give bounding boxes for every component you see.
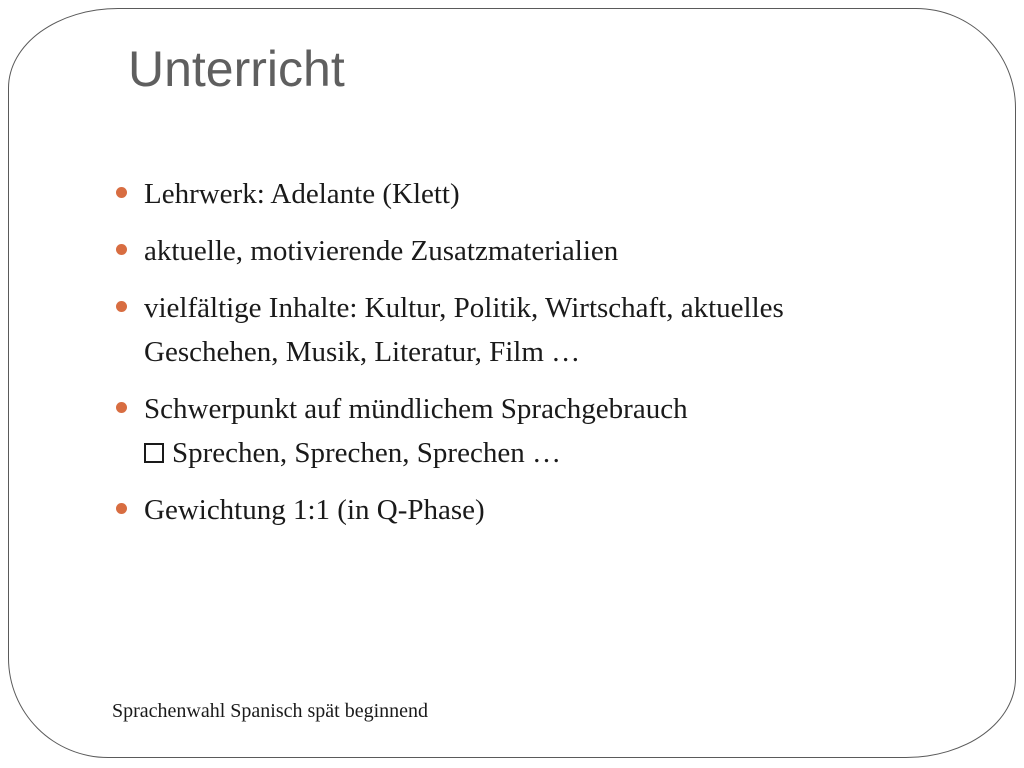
bullet-dot-icon [116, 244, 127, 255]
bullet-text: Schwerpunkt auf mündlichem Sprachgebrauch [144, 393, 688, 425]
bullet-text: Gewichtung 1:1 (in Q-Phase) [144, 494, 485, 526]
bullet-dot-icon [116, 402, 127, 413]
bullet-text-continued: Geschehen, Musik, Literatur, Film … [144, 336, 581, 368]
bullet-text: Lehrwerk: Adelante (Klett) [144, 178, 460, 210]
bullet-item [112, 387, 912, 475]
bullet-dot-icon [116, 503, 127, 514]
bullet-text: aktuelle, motivierende Zusatzmaterialien [144, 235, 619, 267]
bullet-item [112, 172, 912, 216]
bullet-dot-icon [116, 301, 127, 312]
bullet-dot-icon [116, 187, 127, 198]
slide-footer: Sprachenwahl Spanisch spät beginnend [112, 700, 429, 722]
bullet-item [112, 286, 912, 374]
empty-box-icon [144, 443, 164, 463]
bullet-subline [144, 431, 912, 475]
bullet-item [112, 229, 912, 273]
bullet-item [112, 488, 912, 532]
bullet-subline-text: Sprechen, Sprechen, Sprechen … [172, 437, 561, 469]
bullet-list [112, 172, 912, 545]
bullet-text: vielfältige Inhalte: Kultur, Politik, Wirtschaft, aktuelles [144, 292, 784, 324]
slide-title: Unterricht [128, 41, 345, 97]
